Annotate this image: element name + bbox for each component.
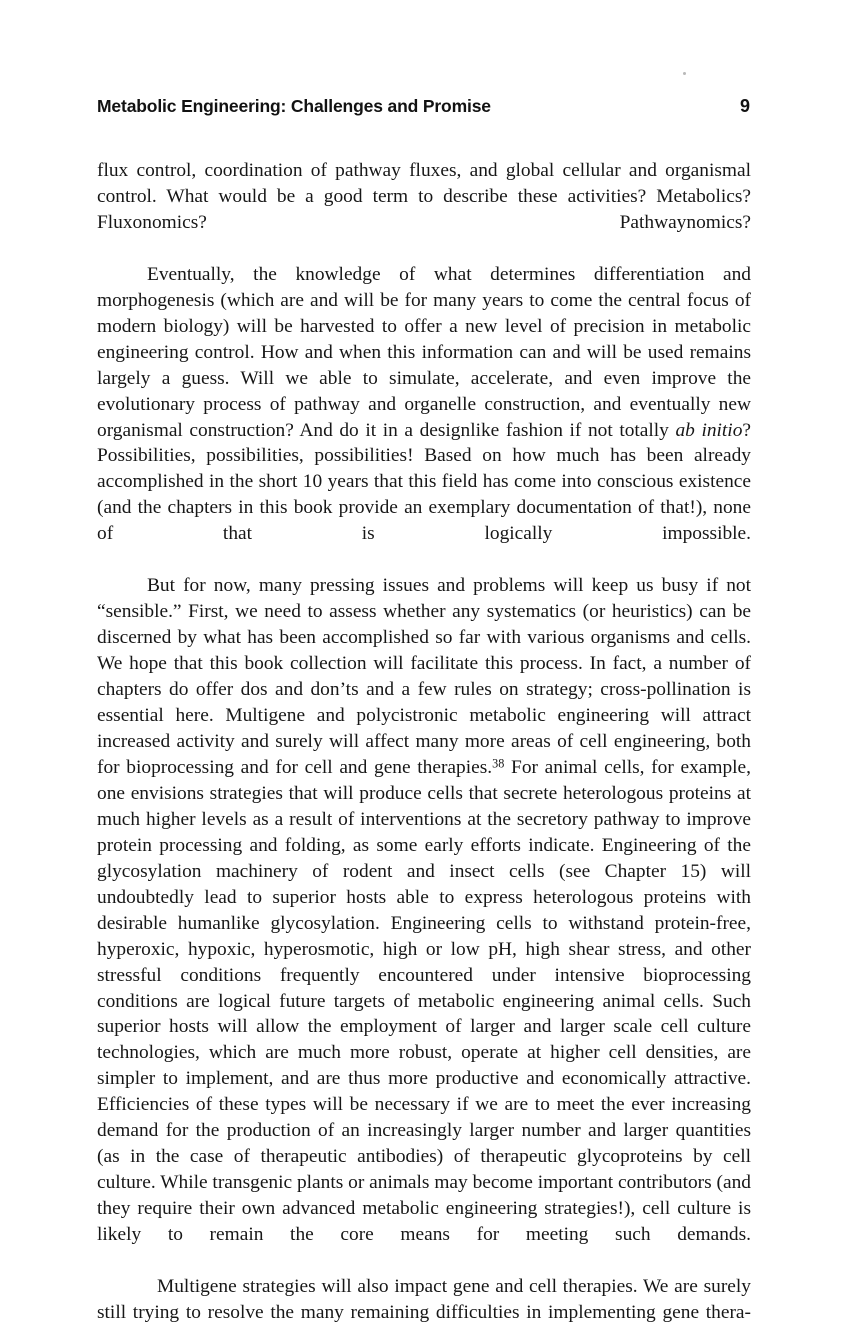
scan-artifact-speck	[683, 72, 686, 75]
running-head	[97, 96, 750, 122]
para-flux-control: flux control, coordination of pathway fluxes, and global cellular and organismal control. What would be a good term to describe these activities? Metabolics? Fluxonomics? Pathwaynomics?	[97, 160, 751, 233]
body-text-block	[97, 158, 751, 1342]
italic-phrase: ab initio	[675, 419, 743, 441]
page-number: 9	[739, 96, 750, 116]
para-but-for-now: But for now, many pressing issues and problems will keep us busy if not “sensible.” First, we need to assess whether any systematics (or heuristics) can be discerned by what has been accomplished so far with various organisms and cells. We hope that this book collection will facilitate this process. In fact, a number of chapters do offer dos and don’ts and a few rules on strategy; cross-pollination is essential here. Multigene and polycistronic metabolic engineering will attract increased activity and surely will affect many more areas of cell engineering, both for bioprocessing and for cell and gene therapies.$^{38}$ For animal cells, for example, one envisions strategies that will produce cells that secrete heterologous proteins at much higher levels as a result of interventions at the secretory pathway to improve protein processing and folding, as some early efforts indicate. Engineering of the glycosylation machinery of rodent and insect cells (see Chapter 15) will undoubtedly lead to superior hosts able to express heterologous proteins with desirable humanlike glycosylation. Engineering cells to withstand protein-free, hyperoxic, hypoxic, hyperosmotic, high or low pH, high shear stress, and other stressful conditions frequently encountered under intensive bioprocessing conditions are logical future targets of metabolic engineering animal cells. Such superior hosts will allow the employment of larger and larger scale cell culture technologies, which are much more robust, operate at higher cell densities, are simpler to implement, and are thus more productive and economically attractive. Efficiencies of these types will be necessary if we are to meet the ever increasing demand for the production of an increasingly larger number and larger quantities (as in the case of therapeutic antibodies) of therapeutic glycoproteins by cell culture. While transgenic plants or animals may become important contributors (and they require their own advanced metabolic engineering strategies!), cell culture is likely to remain the core means for meeting such demands.	[97, 575, 751, 1246]
footnote-reference: 38	[492, 756, 505, 771]
para-multigene: Multigene strategies will also impact gene and cell therapies. We are surely still trying to resolve the many remaining difficulties in implementing gene thera-	[97, 1275, 751, 1323]
running-head-title: Metabolic Engineering: Challenges and Promise	[97, 96, 491, 116]
para-eventually: Eventually, the knowledge of what determines differentiation and morphogenesis (which are and will be for many years to come the central focus of modern biology) will be harvested to offer a new level of precision in metabolic engineering control. How and when this information can and will be used remains largely a guess. Will we able to simulate, accelerate, and even improve the evolutionary process of pathway and organelle construction, and eventually new organismal construction? And do it in a designlike fashion if not totally ab initio? Possibilities, possibilities, possibilities! Based on how much has been already accomplished in the short 10 years that this field has come into conscious existence (and the chapters in this book provide an exemplary documentation of that!), none of that is logically impossible.	[97, 263, 751, 545]
